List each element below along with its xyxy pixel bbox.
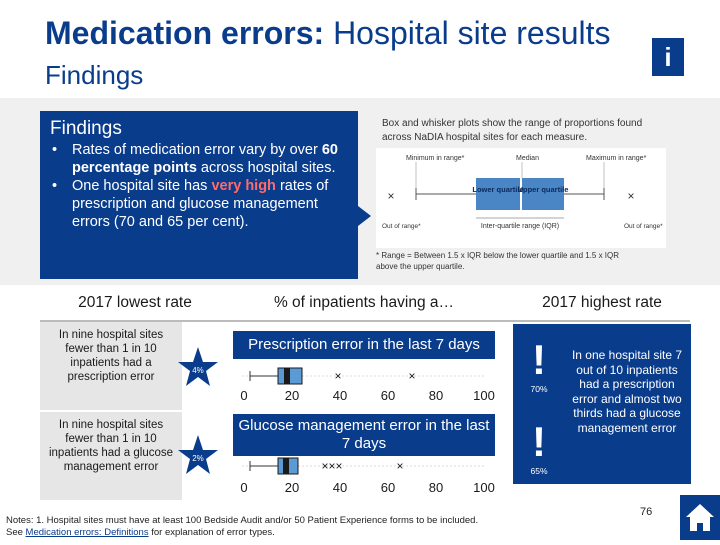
home-icon [680, 495, 720, 540]
svg-text:×××: ××× [321, 459, 343, 473]
high-value-label: 70% [530, 384, 548, 394]
legend-outlow-label: Out of range* [382, 223, 421, 230]
legend-median-label: Median [516, 155, 539, 162]
high-value-label: 65% [530, 466, 548, 476]
highest-rate-panel [513, 324, 691, 484]
axis-tick: 60 [380, 388, 396, 403]
legend-iqr-label: Inter-quartile range (IQR) [480, 223, 560, 230]
home-button[interactable] [680, 495, 720, 540]
legend-outhigh-label: Out of range* [624, 223, 663, 230]
lowest-rate-text: In nine hospital sites fewer than 1 in 10 inpatients had a glucose management error [48, 419, 174, 473]
legend-lower-label: Lower quartile [472, 185, 524, 194]
highest-rate-header: 2017 highest rate [542, 294, 662, 311]
warning-icon [513, 334, 565, 396]
svg-text:×: × [408, 369, 416, 383]
svg-text:×: × [627, 189, 635, 203]
axis-tick: 40 [332, 480, 348, 495]
info-icon: i [664, 42, 672, 72]
svg-text:×: × [387, 189, 395, 203]
findings-heading: Findings [50, 118, 122, 139]
svg-text:×: × [334, 369, 342, 383]
legend-footnote: * Range = Between 1.5 x IQR below the lower quartile and 1.5 x IQR above the upper quartile. [376, 251, 620, 271]
axis-tick: 0 [240, 388, 248, 403]
axis-tick: 100 [473, 480, 495, 495]
boxplot-prescription [232, 362, 497, 404]
measure-title-glucose: Glucose management error in the last 7 days [233, 414, 495, 456]
axis-tick: 80 [428, 480, 444, 495]
page-number: 76 [640, 506, 653, 518]
axis-tick: 20 [284, 388, 300, 403]
see-definitions: See Medication errors: Definitions for explanation of error types. [6, 527, 275, 538]
axis-tick: 40 [332, 388, 348, 403]
boxplot-glucose [232, 454, 497, 496]
low-value-label: 4% [192, 366, 204, 375]
lowest-rate-box [40, 412, 182, 500]
axis-tick: 80 [428, 388, 444, 403]
measure-header: % of inpatients having a… [273, 294, 455, 311]
axis-tick: 100 [473, 388, 495, 403]
lowest-rate-text: In nine hospital sites fewer than 1 in 10 inpatients had a prescription error [58, 329, 164, 383]
notes-text: Notes: 1. Hospital sites must have at least 100 Bedside Audit and/or 50 Patient Experience forms to be included. [6, 515, 479, 526]
axis-tick: 60 [380, 480, 396, 495]
lowest-rate-header: 2017 lowest rate [78, 294, 192, 311]
star-icon [176, 345, 220, 389]
measure-title-prescription: Prescription error in the last 7 days [233, 331, 495, 359]
axis-tick: 0 [240, 480, 248, 495]
svg-text:×: × [396, 459, 404, 473]
page-subtitle: Findings [45, 60, 144, 90]
axis-tick: 20 [284, 480, 300, 495]
page-title: Medication errors: Hospital site results [45, 15, 611, 51]
warning-icon [513, 416, 565, 478]
legend-max-label: Maximum in range* [586, 155, 647, 162]
footer-notes [6, 515, 478, 539]
lowest-rate-box [40, 322, 182, 410]
findings-list [52, 141, 352, 231]
boxplot-legend-diagram [376, 148, 666, 248]
definitions-link[interactable]: Medication errors: Definitions [25, 527, 149, 538]
info-button[interactable] [652, 38, 684, 76]
legend-min-label: Minimum in range* [406, 155, 465, 162]
star-icon [176, 433, 220, 477]
legend-caption: Box and whisker plots show the range of proportions found across NaDIA hospital sites for each measure. [382, 118, 643, 143]
legend-upper-label: Upper quartile [517, 185, 569, 194]
svg-text:!: ! [532, 336, 546, 383]
findings-callout [40, 111, 358, 279]
highest-rate-text: In one hospital site 7 out of 10 inpatients had a prescription error and almost two thirds had a glucose management error [571, 348, 683, 435]
svg-text:!: ! [532, 418, 546, 465]
low-value-label: 2% [192, 454, 204, 463]
finding-item: • One hospital site has very high rates of prescription and glucose management errors (70 and 65 per cent). [52, 177, 352, 231]
callout-pointer [345, 196, 371, 236]
finding-item: • Rates of medication error vary by over 60 percentage points across hospital sites. [52, 141, 352, 177]
